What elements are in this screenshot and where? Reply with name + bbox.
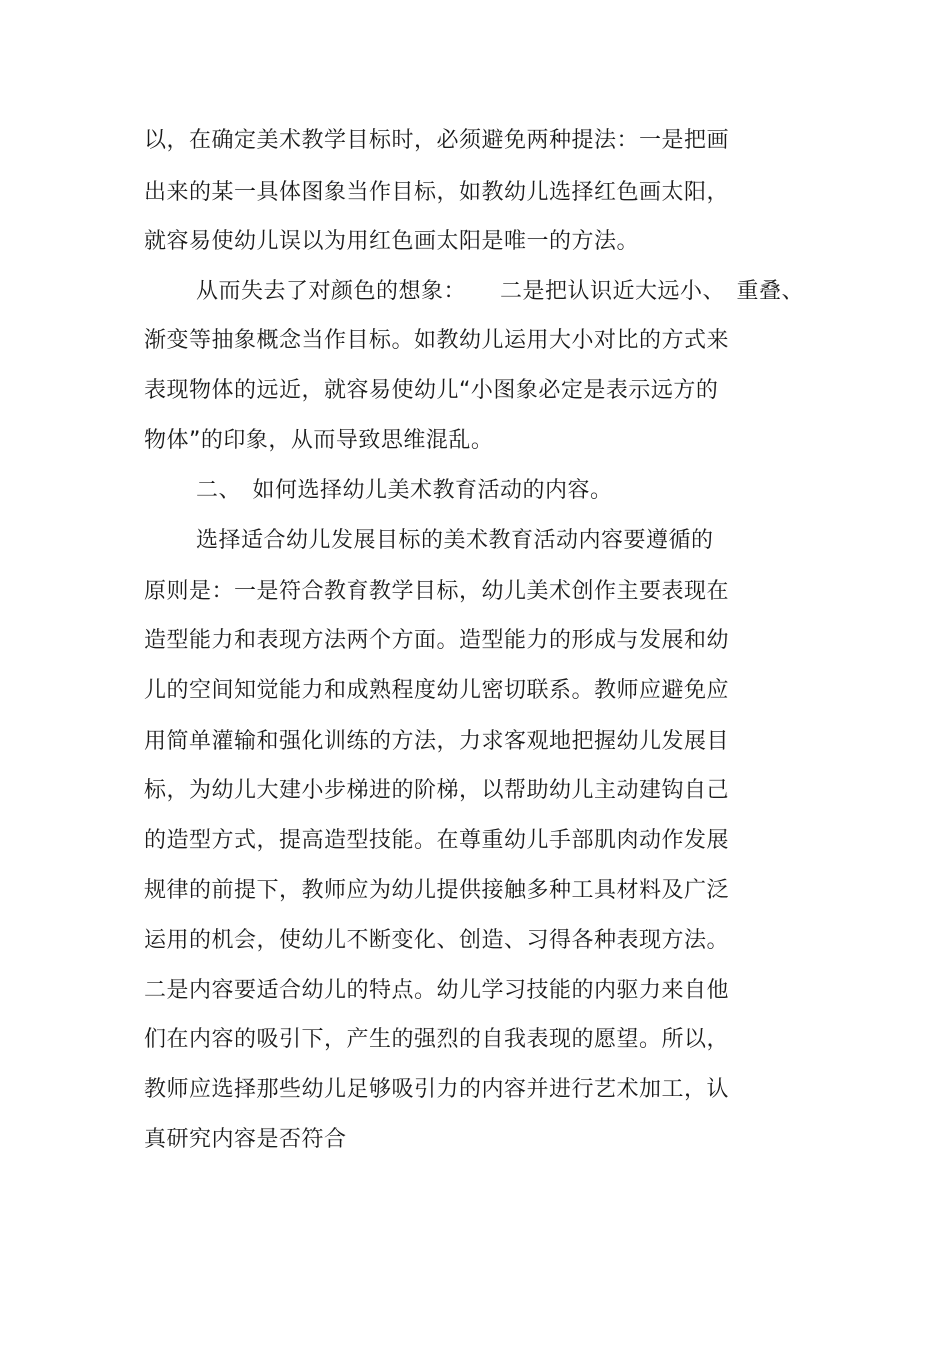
text-line: 以，在确定美术教学目标时，必须避免两种提法：一是把画 [144, 128, 730, 153]
text-line: 标，为幼儿大建小步梯进的阶梯，以帮助幼儿主动建钩自己 [144, 778, 730, 803]
text-line: 就容易使幼儿误以为用红色画太阳是唯一的方法。 [144, 229, 640, 254]
text-line: 教师应选择那些幼儿足够吸引力的内容并进行艺术加工，认 [144, 1077, 730, 1102]
section-heading: 二、 如何选择幼儿美术教育活动的内容。 [196, 478, 613, 503]
text-line: 二是内容要适合幼儿的特点。幼儿学习技能的内驱力来自他 [144, 978, 730, 1003]
text-line: 表现物体的远近，就容易使幼儿“小图象必定是表示远方的 [144, 378, 719, 403]
text-line: 真研究内容是否符合 [144, 1127, 347, 1152]
text-line: 们在内容的吸引下，产生的强烈的自我表现的愿望。所以， [144, 1027, 730, 1052]
text-line: 的造型方式，提高造型技能。在尊重幼儿手部肌肉动作发展 [144, 828, 730, 853]
text-line: 造型能力和表现方法两个方面。造型能力的形成与发展和幼 [144, 628, 730, 653]
text-line: 规律的前提下，教师应为幼儿提供接触多种工具材料及广泛 [144, 878, 730, 903]
text-line: 出来的某一具体图象当作目标，如教幼儿选择红色画太阳， [144, 180, 730, 205]
text-line: 选择适合幼儿发展目标的美术教育活动内容要遵循的 [196, 528, 714, 553]
text-line: 运用的机会，使幼儿不断变化、创造、习得各种表现方法。 [144, 928, 730, 953]
text-line: 儿的空间知觉能力和成熟程度幼儿密切联系。教师应避免应 [144, 678, 730, 703]
text-line: 渐变等抽象概念当作目标。如教幼儿运用大小对比的方式来 [144, 328, 730, 353]
text-line: 用简单灌输和强化训练的方法，力求客观地把握幼儿发展目 [144, 729, 730, 754]
text-line: 从而失去了对颜色的想象： 二是把认识近大远小、 重叠、 [196, 279, 805, 304]
text-line: 原则是：一是符合教育教学目标，幼儿美术创作主要表现在 [144, 579, 730, 604]
text-line: 物体”的印象，从而导致思维混乱。 [144, 428, 494, 453]
